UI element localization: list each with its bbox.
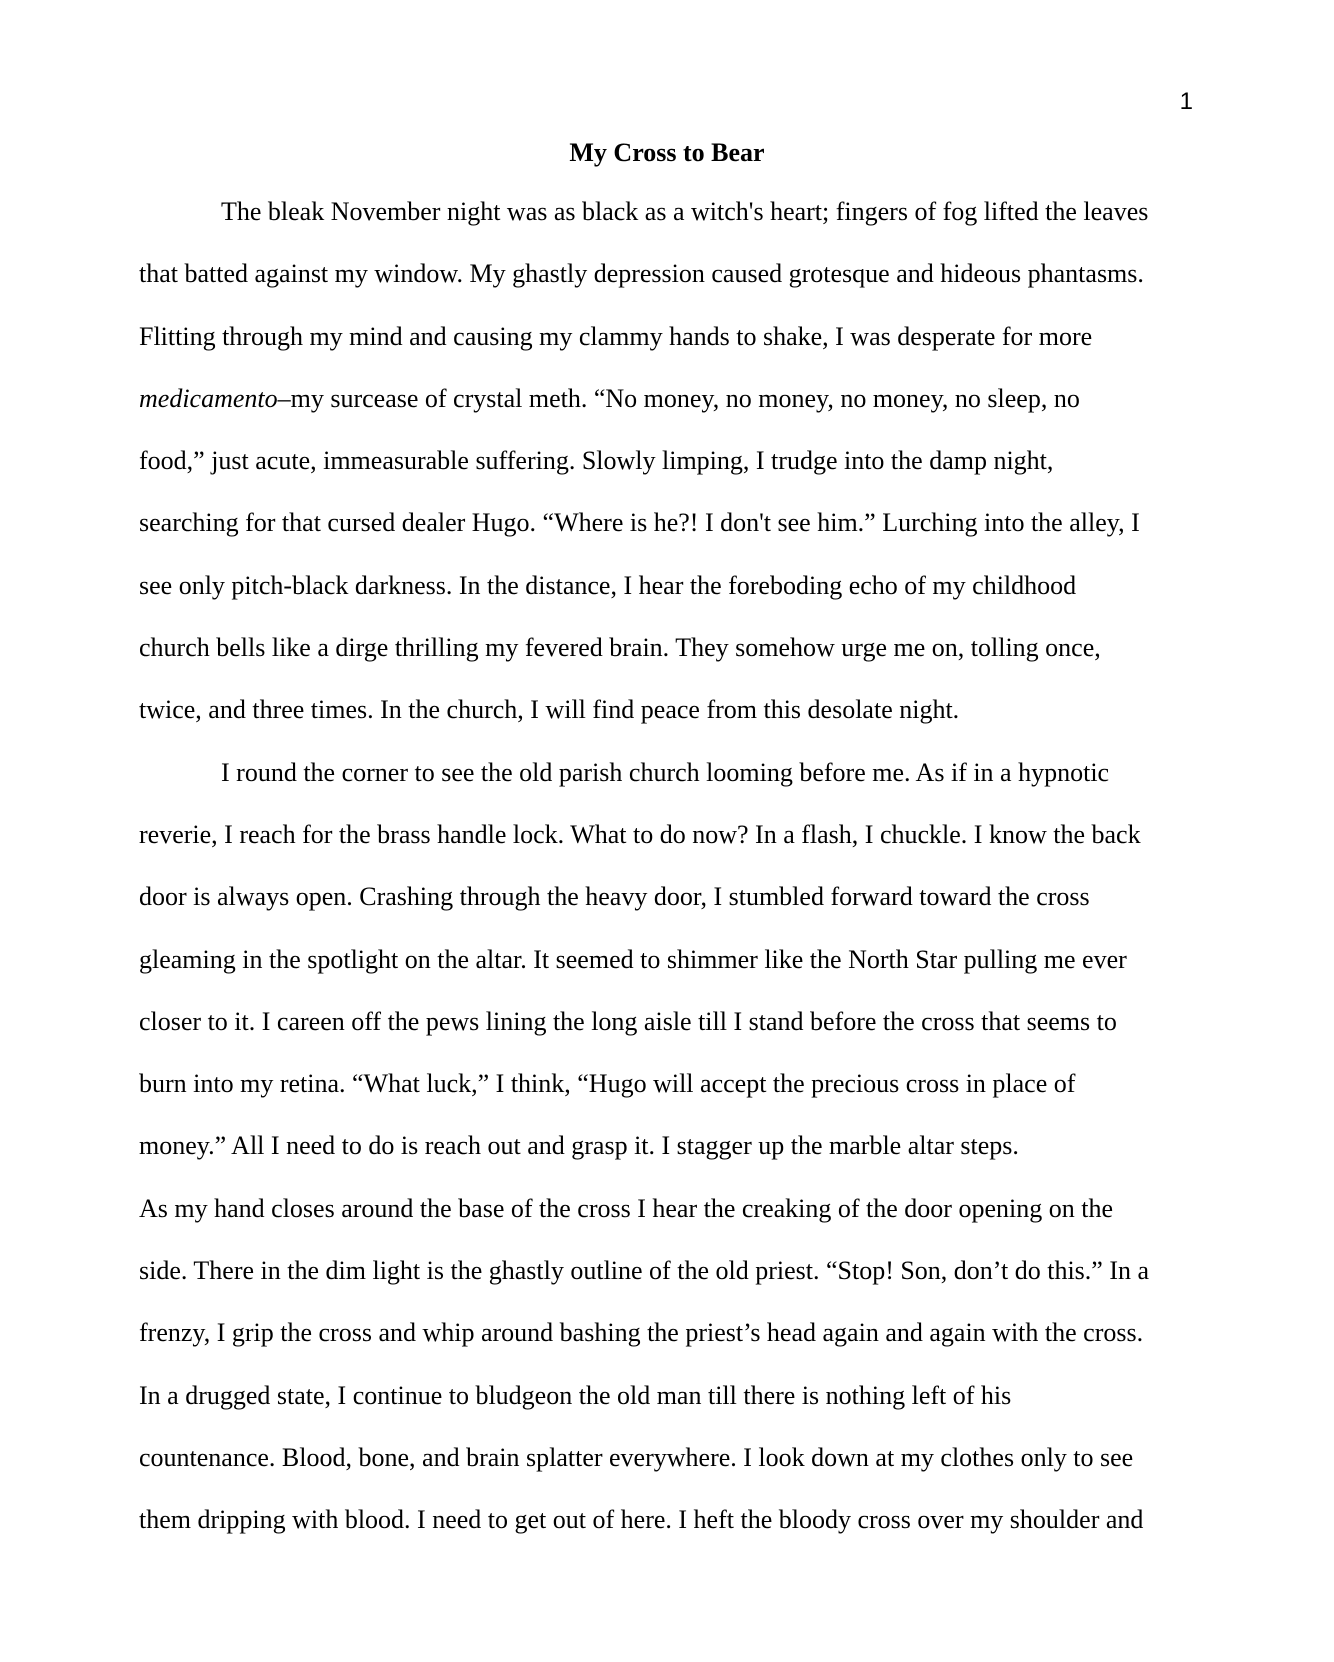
text-line: medicamento–my surcease of crystal meth. “No money, no money, no money, no sleep, no: [139, 383, 1080, 413]
text-line: gleaming in the spotlight on the altar. It seemed to shimmer like the North Star pulling me ever: [139, 944, 1127, 974]
text-line: reverie, I reach for the brass handle lock. What to do now? In a flash, I chuckle. I know the back: [139, 819, 1141, 849]
text-line: The bleak November night was as black as a witch's heart; fingers of fog lifted the leaves: [221, 197, 1149, 226]
text-line: In a drugged state, I continue to bludgeon the old man till there is nothing left of his: [139, 1380, 1012, 1410]
text-line: that batted against my window. My ghastly depression caused grotesque and hideous phantasms.: [139, 259, 1144, 289]
italic-word: medicamento: [139, 383, 278, 413]
text-line: church bells like a dirge thrilling my fevered brain. They somehow urge me on, tolling once,: [139, 633, 1101, 663]
text-line: twice, and three times. In the church, I will find peace from this desolate night.: [139, 695, 960, 725]
text-line: door is always open. Crashing through the heavy door, I stumbled forward toward the cross: [139, 882, 1090, 912]
text-line: frenzy, I grip the cross and whip around bashing the priest’s head again and again with the cross.: [139, 1318, 1144, 1348]
text-line: see only pitch-black darkness. In the distance, I hear the foreboding echo of my childhood: [139, 570, 1077, 600]
text-line: side. There in the dim light is the ghastly outline of the old priest. “Stop! Son, don’t do this.” In a: [139, 1256, 1150, 1286]
body-text: [139, 196, 1199, 1567]
text-line: Flitting through my mind and causing my clammy hands to shake, I was desperate for more: [139, 321, 1093, 351]
text-line: burn into my retina. “What luck,” I think, “Hugo will accept the precious cross in place of: [139, 1069, 1076, 1099]
page-number: 1: [1179, 88, 1193, 115]
text-line: I round the corner to see the old parish church looming before me. As if in a hypnotic: [221, 757, 1110, 787]
text-line: As my hand closes around the base of the cross I hear the creaking of the door opening on the: [139, 1193, 1113, 1223]
document-title: My Cross to Bear: [569, 138, 765, 167]
text-line: food,” just acute, immeasurable suffering. Slowly limping, I trudge into the damp night,: [139, 446, 1054, 476]
text-line: money.” All I need to do is reach out and grasp it. I stagger up the marble altar steps.: [139, 1131, 1019, 1161]
text-line: them dripping with blood. I need to get out of here. I heft the bloody cross over my shoulder and: [139, 1505, 1144, 1535]
text-line: countenance. Blood, bone, and brain splatter everywhere. I look down at my clothes only to see: [139, 1442, 1134, 1472]
text-line: closer to it. I careen off the pews lining the long aisle till I stand before the cross that seems to: [139, 1006, 1117, 1036]
text-line: searching for that cursed dealer Hugo. “Where is he?! I don't see him.” Lurching into the alley, I: [139, 508, 1140, 538]
